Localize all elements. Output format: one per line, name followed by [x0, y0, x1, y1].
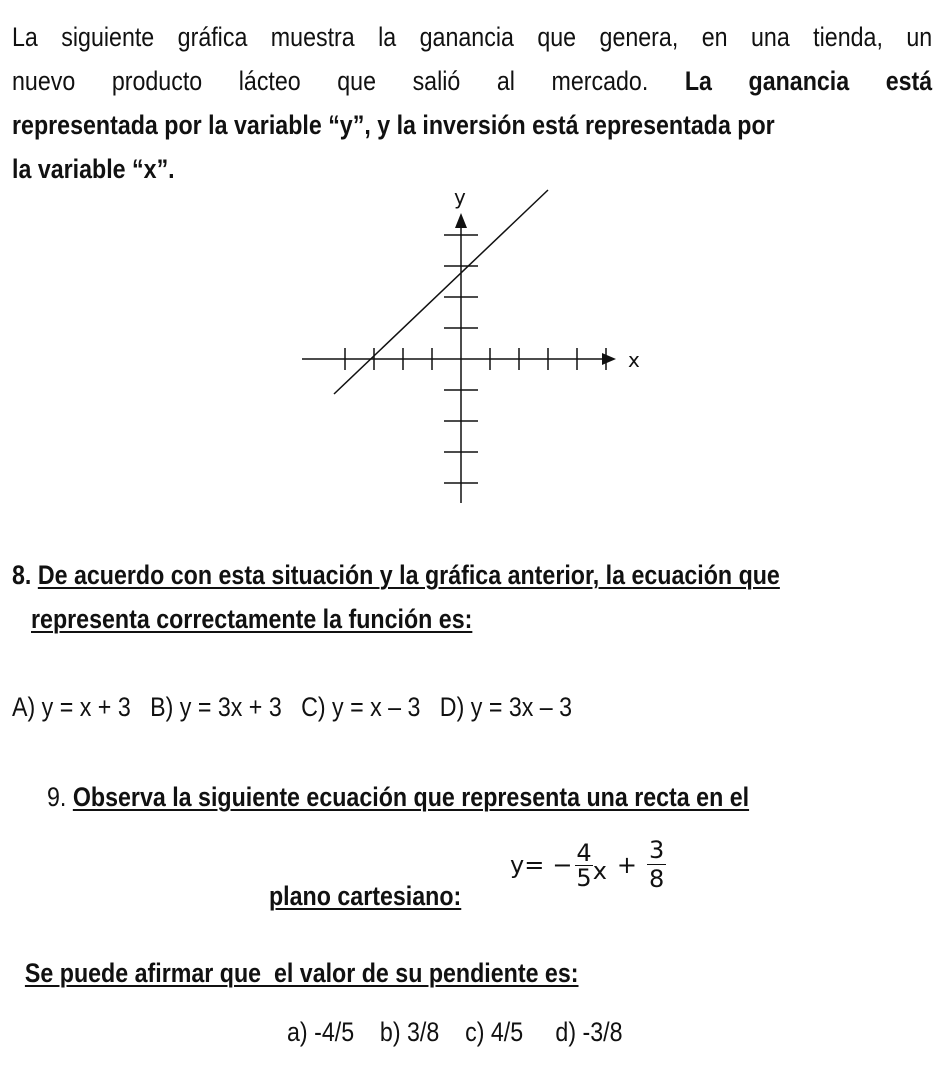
y-axis-label: y: [454, 185, 466, 209]
intro-word: muestra: [270, 22, 355, 52]
x-axis-label: x: [628, 348, 640, 372]
intro-word: que: [537, 22, 577, 52]
q9-statement-1: Observa la siguiente ecuación que representa una recta en el: [72, 782, 750, 812]
q9-options: a) -4/5 b) 3/8 c) 4/5 d) -3/8: [287, 1017, 623, 1047]
intro-word: mercado.: [551, 66, 649, 96]
intro-word: lácteo: [238, 66, 301, 96]
eq-lhs: y=: [510, 850, 545, 879]
intro-word: siguiente: [61, 22, 155, 52]
y-axis-arrow-icon: [455, 213, 467, 228]
intro-line-4: la variable “x”.: [12, 154, 175, 184]
eq-frac1-den: 5: [576, 864, 592, 892]
q8-statement-1: De acuerdo con esta situación y la gráfica anterior, la ecuación que: [37, 560, 780, 590]
intro-word: producto: [111, 66, 203, 96]
intro-word: la: [378, 22, 397, 52]
intro-line-1: [12, 15, 932, 59]
intro-word: un: [906, 22, 933, 52]
intro-word: nuevo: [12, 66, 76, 96]
intro-paragraph: [12, 15, 952, 191]
q8-line-2: [31, 603, 472, 635]
intro-word-bold: está: [885, 66, 933, 96]
intro-line-3-text: representada por la variable “y”, y la inversión está representada por: [12, 110, 775, 140]
intro-line-2: [12, 59, 932, 103]
q9-equation: [510, 838, 666, 891]
q9-line-2: [269, 880, 461, 912]
q9-statement-2: plano cartesiano:: [269, 881, 462, 911]
intro-word: que: [337, 66, 377, 96]
intro-line-3: [12, 103, 932, 147]
eq-frac1-num: 4: [576, 839, 592, 867]
intro-word: una: [750, 22, 790, 52]
q9-number: 9.: [47, 782, 67, 812]
eq-frac2-den: 8: [649, 865, 665, 893]
q8-number: 8.: [12, 560, 32, 590]
q8-options: A) y = x + 3 B) y = 3x + 3 C) y = x – 3 D) y = 3x – 3: [12, 692, 573, 722]
intro-word: al: [496, 66, 515, 96]
intro-word-bold: ganancia: [748, 66, 850, 96]
q9-line-3: [12, 925, 578, 989]
intro-word: ganancia: [419, 22, 514, 52]
x-axis-arrow-icon: [602, 353, 616, 365]
intro-word: genera,: [599, 22, 679, 52]
function-line: [334, 190, 548, 394]
q9-statement-3: Se puede afirmar que el valor de su pendiente es:: [24, 958, 579, 988]
intro-word: tienda,: [813, 22, 883, 52]
eq-plus: +: [616, 850, 638, 879]
eq-fraction-2: [647, 838, 666, 891]
eq-sign: −: [552, 850, 573, 879]
eq-var: x: [592, 856, 607, 885]
intro-word: salió: [412, 66, 461, 96]
cartesian-graph: [290, 180, 660, 510]
q8-statement-2: representa correctamente la función es:: [31, 604, 473, 634]
intro-word: en: [701, 22, 728, 52]
intro-word-bold: La: [684, 66, 712, 96]
q8-line-1: [12, 559, 780, 591]
intro-word: gráfica: [177, 22, 248, 52]
eq-frac2-num: 3: [649, 836, 665, 864]
eq-fraction-1: [575, 841, 592, 890]
q9-line-1: [47, 781, 749, 813]
intro-word: La: [12, 22, 38, 52]
